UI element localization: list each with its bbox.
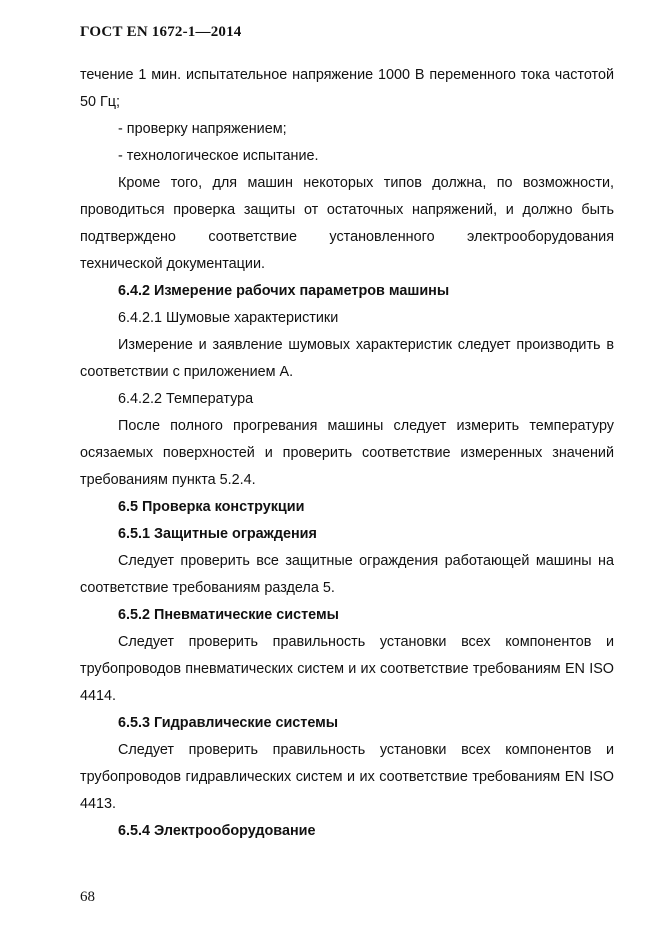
paragraph-residual-voltage: Кроме того, для машин некоторых типов должна, по возможности, проводиться проверка защиты от остаточных напряжений, и должно быть подтверждено соответствие установленного электрооборудования технической документации.	[80, 175, 614, 272]
paragraph-noise-measurement: Измерение и заявление шумовых характеристик следует производить в соответствии с приложением А.	[80, 337, 614, 380]
section-heading-6-5: 6.5 Проверка конструкции	[118, 499, 305, 515]
paragraph-guards: Следует проверить все защитные ограждения работающей машины на соответствие требованиям раздела 5.	[80, 553, 614, 596]
section-heading-6-4-2: 6.4.2 Измерение рабочих параметров машины	[118, 283, 450, 299]
paragraph-pneumatic: Следует проверить правильность установки всех компонентов и трубопроводов пневматических систем и их соответствие требованиям EN ISO 4414.	[80, 634, 614, 704]
document-body	[80, 62, 614, 845]
page-number: 68	[80, 889, 95, 905]
subsection-heading-6-4-2-1: 6.4.2.1 Шумовые характеристики	[118, 310, 339, 326]
document-header: ГОСТ EN 1672-1—2014	[80, 24, 242, 40]
paragraph-hydraulic: Следует проверить правильность установки всех компонентов и трубопроводов гидравлических систем и их соответствие требованиям EN ISO 4413.	[80, 742, 614, 812]
section-heading-6-5-3: 6.5.3 Гидравлические системы	[118, 715, 339, 731]
section-heading-6-5-2: 6.5.2 Пневматические системы	[118, 607, 339, 623]
section-heading-6-5-4: 6.5.4 Электрооборудование	[118, 823, 316, 839]
paragraph-temperature: После полного прогревания машины следует измерить температуру осязаемых поверхностей и проверить соответствие измеренных значений требованиям пункта 5.2.4.	[80, 418, 614, 488]
paragraph-test-voltage-continuation: течение 1 мин. испытательное напряжение 1000 В переменного тока частотой 50 Гц;	[80, 67, 614, 110]
list-item-voltage-check: - проверку напряжением;	[118, 121, 287, 137]
section-heading-6-5-1: 6.5.1 Защитные ограждения	[118, 526, 317, 542]
subsection-heading-6-4-2-2: 6.4.2.2 Температура	[118, 391, 254, 407]
list-item-technological-test: - технологическое испытание.	[118, 148, 319, 164]
